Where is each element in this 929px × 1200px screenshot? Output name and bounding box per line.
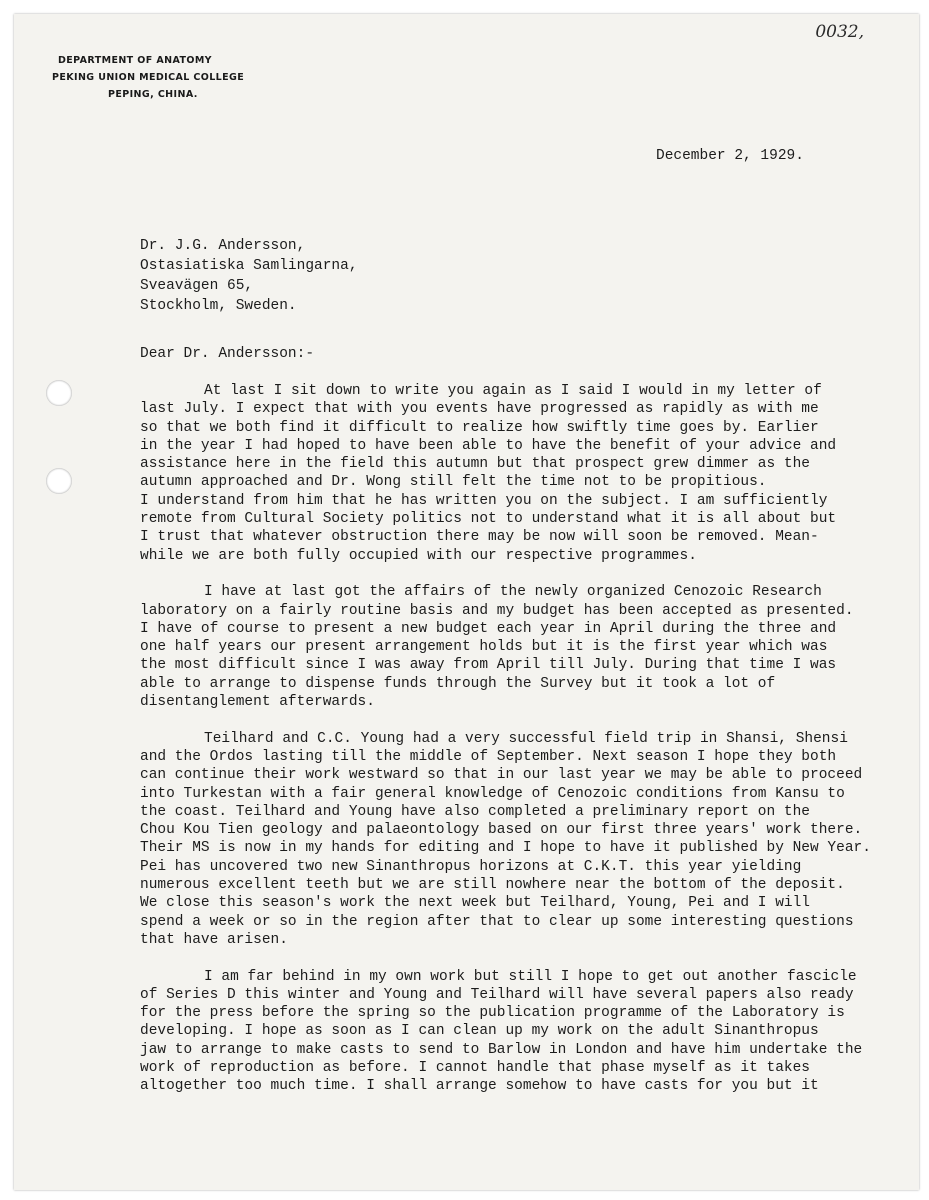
salutation: Dear Dr. Andersson:-: [140, 346, 315, 362]
text-line: numerous excellent teeth but we are still nowhere near the bottom of the deposit.: [140, 877, 845, 894]
letter-date: December 2, 1929.: [656, 148, 804, 164]
text-line: Pei has uncovered two new Sinanthropus horizons at C.K.T. this year yielding: [140, 858, 802, 875]
text-line: can continue their work westward so that in our last year we may be able to proceed: [140, 767, 863, 784]
text-line: one half years our present arrangement holds but it is the first year which was: [140, 639, 828, 656]
text-line: the most difficult since I was away from April till July. During that time I was: [140, 657, 837, 674]
archive-number: 0032,: [815, 22, 864, 42]
letter-body: [140, 382, 871, 1114]
paragraph: [140, 730, 871, 950]
text-line: and the Ordos lasting till the middle of September. Next season I hope they both: [140, 748, 837, 765]
text-line: Chou Kou Tien geology and palaeontology based on our first three years' work there.: [140, 822, 863, 839]
letterhead-department: DEPARTMENT OF ANATOMY: [58, 55, 212, 66]
text-line: At last I sit down to write you again as I said I would in my letter of: [204, 383, 822, 399]
punch-hole: [46, 380, 72, 406]
text-line: disentanglement afterwards.: [140, 694, 375, 711]
text-line: work of reproduction as before. I cannot handle that phase myself as it takes: [140, 1059, 811, 1076]
letter-page: [14, 14, 919, 1190]
text-line: remote from Cultural Society politics not to understand what it is all about but: [140, 511, 837, 528]
text-line: last July. I expect that with you events have progressed as rapidly as with me: [140, 401, 819, 418]
text-line: into Turkestan with a fair general knowledge of Cenozoic conditions from Kansu to: [140, 785, 845, 802]
text-line: so that we both find it difficult to realize how swiftly time goes by. Earlier: [140, 419, 819, 436]
paragraph: [140, 583, 871, 711]
address-line: Stockholm, Sweden.: [140, 298, 297, 314]
text-line: I have of course to present a new budget each year in April during the three and: [140, 620, 837, 637]
recipient-address: [140, 236, 358, 316]
paragraph: [140, 382, 871, 565]
address-line: Ostasiatiska Samlingarna,: [140, 258, 358, 274]
text-line: autumn approached and Dr. Wong still felt the time not to be propitious.: [140, 474, 767, 491]
text-line: the coast. Teilhard and Young have also completed a preliminary report on the: [140, 803, 811, 820]
address-line: Dr. J.G. Andersson,: [140, 238, 306, 254]
text-line: I understand from him that he has written you on the subject. I am sufficiently: [140, 492, 828, 509]
text-line: altogether too much time. I shall arrange somehow to have casts for you but it: [140, 1078, 819, 1095]
punch-hole: [46, 468, 72, 494]
text-line: spend a week or so in the region after that to clear up some interesting questions: [140, 913, 854, 930]
address-line: Sveavägen 65,: [140, 278, 254, 294]
text-line: able to arrange to dispense funds through the Survey but it took a lot of: [140, 675, 776, 692]
text-line: for the press before the spring so the publication programme of the Laboratory is: [140, 1005, 845, 1022]
text-line: We close this season's work the next week but Teilhard, Young, Pei and I will: [140, 895, 811, 912]
letterhead-city: PEPING, CHINA.: [108, 89, 198, 100]
paragraph: [140, 968, 871, 1096]
letterhead: [52, 52, 262, 103]
text-line: of Series D this winter and Young and Teilhard will have several papers also ready: [140, 986, 854, 1003]
letterhead-college: PEKING UNION MEDICAL COLLEGE: [52, 72, 245, 83]
text-line: while we are both fully occupied with our respective programmes.: [140, 547, 697, 564]
text-line: developing. I hope as soon as I can clean up my work on the adult Sinanthropus: [140, 1023, 819, 1040]
text-line: in the year I had hoped to have been able to have the benefit of your advice and: [140, 437, 837, 454]
text-line: laboratory on a fairly routine basis and my budget has been accepted as presented.: [140, 602, 854, 619]
text-line: that have arisen.: [140, 931, 288, 948]
text-line: I am far behind in my own work but still I hope to get out another fascicle: [204, 968, 857, 985]
text-line: assistance here in the field this autumn but that prospect grew dimmer as the: [140, 456, 811, 473]
text-line: I trust that whatever obstruction there may be now will soon be removed. Mean-: [140, 529, 819, 546]
text-line: I have at last got the affairs of the newly organized Cenozoic Research: [204, 584, 822, 601]
text-line: Their MS is now in my hands for editing and I hope to have it published by New Year.: [140, 840, 871, 857]
text-line: Teilhard and C.C. Young had a very successful field trip in Shansi, Shensi: [204, 730, 848, 747]
text-line: jaw to arrange to make casts to send to Barlow in London and have him undertake the: [140, 1041, 863, 1058]
